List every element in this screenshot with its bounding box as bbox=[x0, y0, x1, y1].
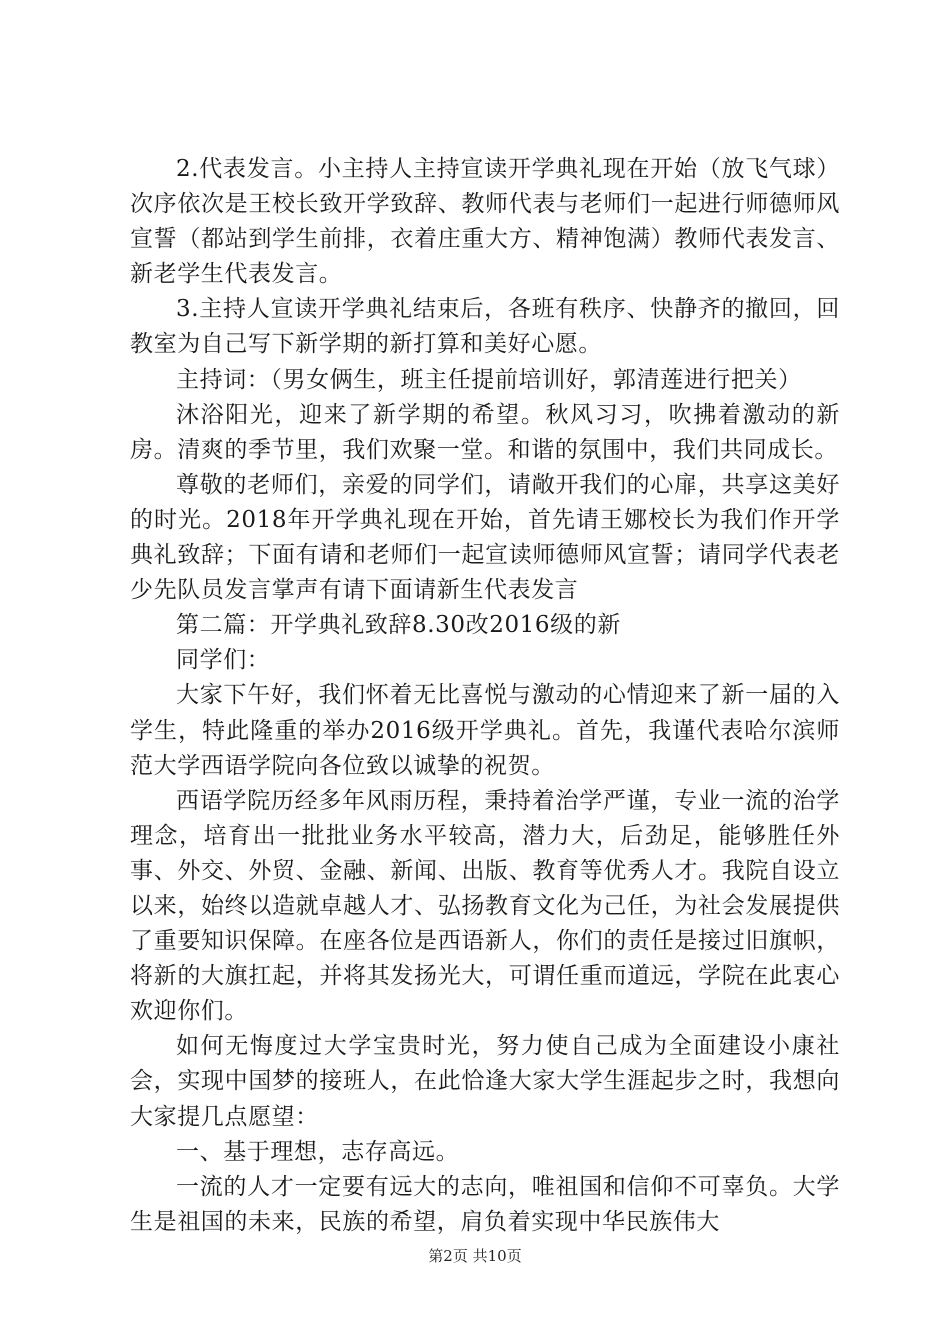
subheading-ideals: 一、基于理想，志存高远。 bbox=[176, 1138, 460, 1165]
paragraph-ceremony-end: 3.主持人宣读开学典礼结束后，各班有秩序、快静齐的撤回，回教室为自己写下新学期的新打算和美好心愿。 bbox=[130, 296, 840, 358]
document-body bbox=[130, 152, 840, 1240]
paragraph-respected-teachers: 尊敬的老师们，亲爱的同学们，请敞开我们的心扉，共享这美好的时光。2018年开学典礼现在开始，首先请王娜校长为我们作开学典礼致辞；下面有请和老师们一起宣读师德师风宣誓；请同学代表老少先队员发言掌声有请下面请新生代表发言 bbox=[130, 471, 840, 604]
paragraph-greeting: 大家下午好，我们怀着无比喜悦与激动的心情迎来了新一届的入学生，特此隆重的举办2016级开学典礼。首先，我谨代表哈尔滨师范大学西语学院向各位致以诚挚的祝贺。 bbox=[130, 682, 840, 779]
paragraph-salutation: 同学们： bbox=[176, 647, 271, 674]
page-number-footer: 第2页 共10页 bbox=[428, 1247, 522, 1265]
paragraph-representative-speeches: 2.代表发言。小主持人主持宣读开学典礼现在开始（放飞气球）次序依次是王校长致开学致辞、教师代表与老师们一起进行师德师风宣誓（都站到学生前排，衣着庄重大方、精神饱满）教师代表发言、新老学生代表发言。 bbox=[130, 156, 840, 288]
paragraph-wishes-intro: 如何无悔度过大学宝贵时光，努力使自己成为全面建设小康社会，实现中国梦的接班人，在此恰逢大家大学生涯起步之时，我想向大家提几点愿望： bbox=[130, 1033, 840, 1130]
paragraph-host-script-heading: 主持词：（男女俩生，班主任提前培训好，郭清莲进行把关） bbox=[176, 366, 802, 393]
section-heading-second-article: 第二篇：开学典礼致辞8.30改2016级的新 bbox=[176, 612, 621, 639]
paragraph-college-history: 西语学院历经多年风雨历程，秉持着治学严谨，专业一流的治学理念，培育出一批批业务水平较高，潜力大，后劲足，能够胜任外事、外交、外贸、金融、新闻、出版、教育等优秀人才。我院自设立以来，始终以造就卓越人才、弘扬教育文化为己任，为社会发展提供了重要知识保障。在座各位是西语新人，你们的责任是接过旧旗帜，将新的大旗扛起，并将其发扬光大，可谓任重而道远，学院在此衷心欢迎你们。 bbox=[130, 787, 840, 1025]
paragraph-sunshine: 沐浴阳光，迎来了新学期的希望。秋风习习，吹拂着激动的新房。清爽的季节里，我们欢聚一堂。和谐的氛围中，我们共同成长。 bbox=[130, 401, 840, 463]
paragraph-ideals-body: 一流的人才一定要有远大的志向，唯祖国和信仰不可辜负。大学生是祖国的未来，民族的希望，肩负着实现中华民族伟大 bbox=[130, 1173, 840, 1235]
